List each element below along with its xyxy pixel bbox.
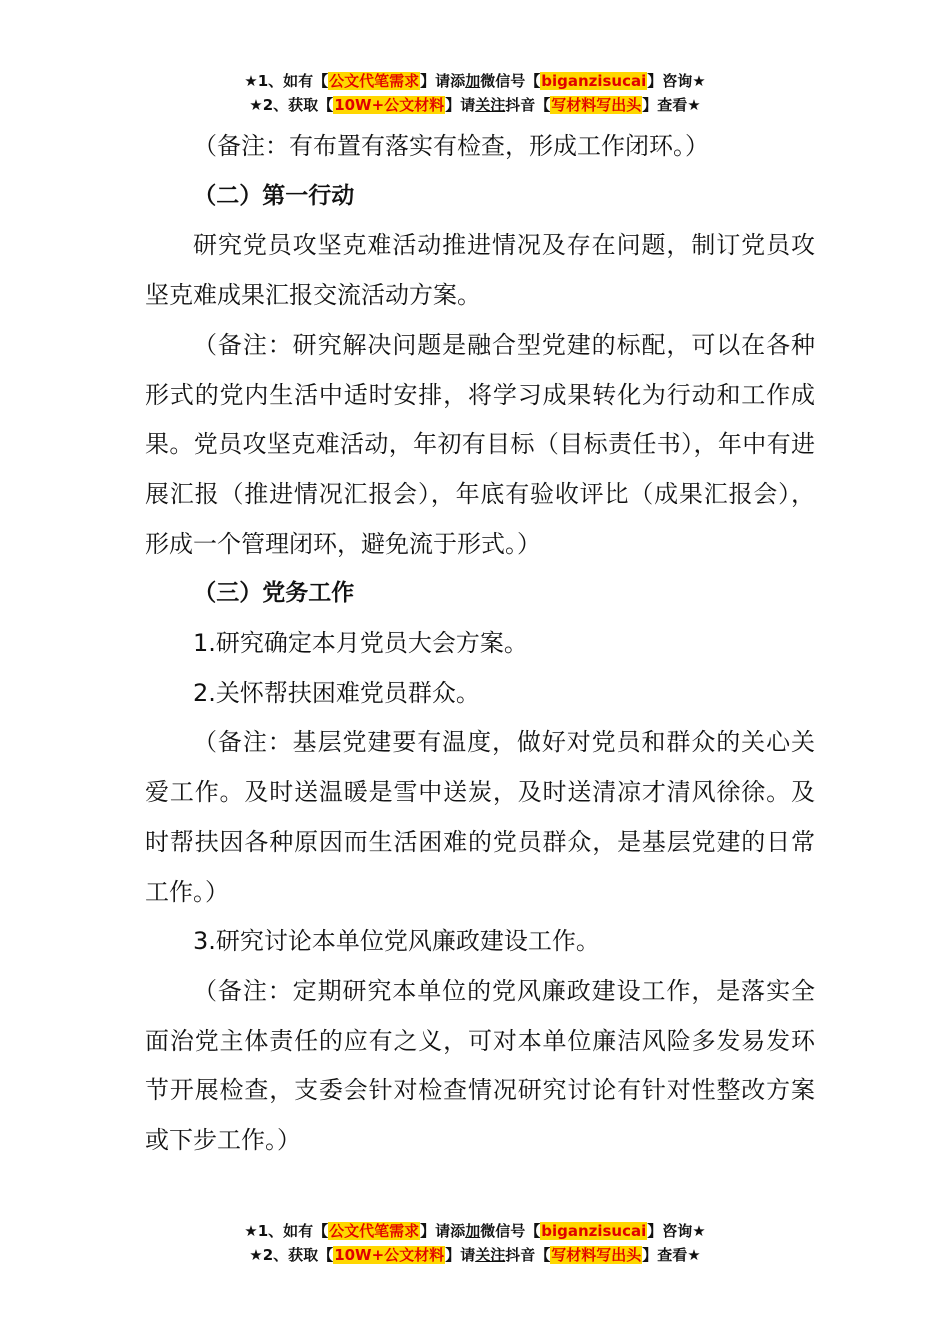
section-heading: （二）第一行动 (193, 182, 355, 209)
body-paragraph: 1.研究确定本月党员大会方案。 (193, 629, 528, 658)
promo-highlight: 写材料写出头 (551, 96, 642, 114)
promo-highlight: 公文代笔需求 (329, 72, 420, 90)
promo-text: 】请添 (420, 1222, 466, 1240)
promo-line-1 (0, 1219, 950, 1243)
promo-text: 微信号【 (480, 72, 541, 90)
promo-text: 】请添 (420, 72, 466, 90)
body-paragraph: 2.关怀帮扶困难党员群众。 (193, 678, 480, 707)
promo-text: 】查看★ (642, 1246, 701, 1264)
note-paragraph: （备注：研究解决问题是融合型党建的标配，可以在各种形式的党内生活中适时安排，将学习成果转化为行动和工作成果。党员攻坚克难活动，年初有目标（目标责任书），年中有进展汇报（推进情况汇报会），年底有验收评比（成果汇报会），形成一个管理闭环，避免流于形式。） (145, 330, 815, 558)
promo-text: ★1、如有【 (244, 72, 329, 90)
note-paragraph: （备注：定期研究本单位的党风廉政建设工作，是落实全面治党主体责任的应有之义，可对本单位廉洁风险多发易发环节开展检查，支委会针对检查情况研究讨论有针对性整改方案或下步工作。） (145, 976, 815, 1155)
note-paragraph: （备注：有布置有落实有检查，形成工作闭环。） (193, 132, 709, 160)
promo-text: ★1、如有【 (244, 1222, 329, 1240)
promo-text: 微信号【 (480, 1222, 541, 1240)
promo-emphasis: 关注 (475, 96, 506, 114)
promo-text: 抖音【 (505, 96, 551, 114)
promo-line-2 (0, 93, 950, 117)
document-body (145, 122, 815, 1166)
promo-emphasis: 加 (465, 72, 481, 90)
promo-highlight: 写材料写出头 (551, 1246, 642, 1264)
promo-line-1 (0, 69, 950, 93)
top-promo-banner (0, 69, 950, 117)
promo-text: 】咨询★ (647, 1222, 706, 1240)
body-paragraph: 3.研究讨论本单位党风廉政建设工作。 (193, 927, 600, 956)
promo-highlight: 公文代笔需求 (329, 1222, 420, 1240)
promo-line-2 (0, 1243, 950, 1267)
section-heading: （三）党务工作 (193, 580, 355, 607)
promo-highlight: 10W+公文材料 (334, 1246, 445, 1264)
note-paragraph: （备注：基层党建要有温度，做好对党员和群众的关心关爱工作。及时送温暖是雪中送炭，及时送清凉才清风徐徐。及时帮扶因各种原因而生活困难的党员群众，是基层党建的日常工作。） (145, 728, 815, 906)
promo-highlight: 10W+公文材料 (334, 96, 445, 114)
promo-text: 】请 (445, 96, 476, 114)
promo-text: 】查看★ (642, 96, 701, 114)
bottom-promo-banner (0, 1219, 950, 1267)
promo-emphasis: 关注 (475, 1246, 506, 1264)
promo-text: 抖音【 (505, 1246, 551, 1264)
promo-highlight: biganzisucai (541, 72, 647, 90)
body-paragraph: 研究党员攻坚克难活动推进情况及存在问题，制订党员攻坚克难成果汇报交流活动方案。 (145, 231, 815, 310)
promo-highlight: biganzisucai (541, 1222, 647, 1240)
promo-text: 】请 (445, 1246, 476, 1264)
promo-text: ★2、获取【 (249, 96, 334, 114)
promo-text: ★2、获取【 (249, 1246, 334, 1264)
promo-emphasis: 加 (465, 1222, 481, 1240)
promo-text: 】咨询★ (647, 72, 706, 90)
